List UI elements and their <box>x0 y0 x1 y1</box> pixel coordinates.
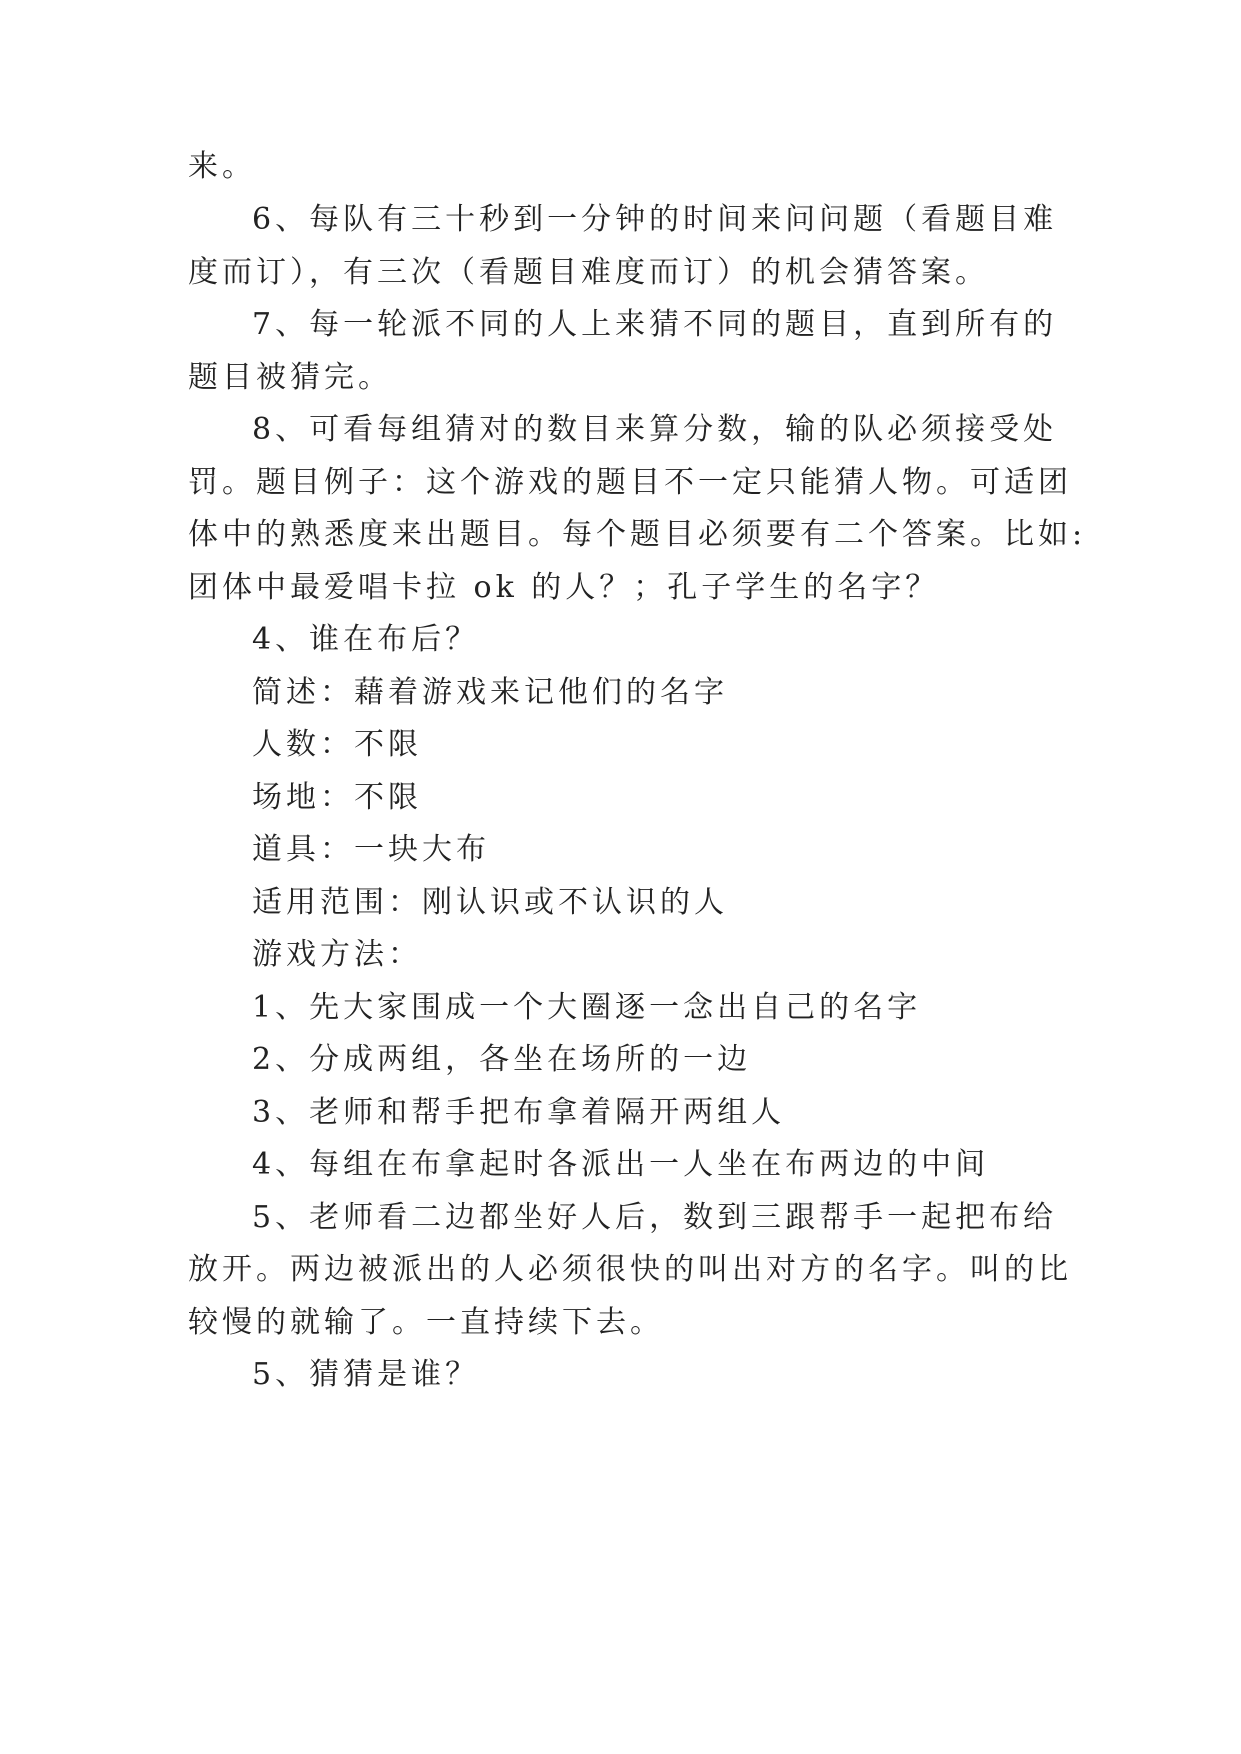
section-heading: 5、猜猜是谁？ <box>252 1357 480 1392</box>
list-item: 5、老师看二边都坐好人后，数到三跟帮手一起把布给 <box>252 1200 1058 1235</box>
text-line: 体中的熟悉度来出题目。每个题目必须要有二个答案。比如: <box>188 517 1087 552</box>
info-line: 道具：一块大布 <box>252 832 490 867</box>
text-line: 罚。题目例子：这个游戏的题目不一定只能猜人物。可适团 <box>188 465 1072 500</box>
info-line: 游戏方法： <box>252 937 422 972</box>
list-item: 4、每组在布拿起时各派出一人坐在布两边的中间 <box>252 1147 990 1182</box>
text-line: 度而订），有三次（看题目难度而订）的机会猜答案。 <box>188 255 989 290</box>
info-line: 场地：不限 <box>252 780 422 815</box>
info-line: 简述：藉着游戏来记他们的名字 <box>252 675 728 710</box>
info-line: 人数：不限 <box>252 727 422 762</box>
text-line: 较慢的就输了。一直持续下去。 <box>188 1305 664 1340</box>
section-heading: 4、谁在布后？ <box>252 622 480 657</box>
text-line: 题目被猜完。 <box>188 360 392 395</box>
list-item: 1、先大家围成一个大圈逐一念出自己的名字 <box>252 990 922 1025</box>
text-line: 来。 <box>188 149 256 184</box>
paragraph-line: 6、每队有三十秒到一分钟的时间来问问题（看题目难 <box>252 202 1058 237</box>
text-line: 团体中最爱唱卡拉 ok 的人？；孔子学生的名字？ <box>188 570 940 605</box>
list-item: 2、分成两组，各坐在场所的一边 <box>252 1042 752 1077</box>
list-item: 3、老师和帮手把布拿着隔开两组人 <box>252 1095 786 1130</box>
info-line: 适用范围：刚认识或不认识的人 <box>252 885 728 920</box>
text-line: 放开。两边被派出的人必须很快的叫出对方的名字。叫的比 <box>188 1252 1072 1287</box>
paragraph-line: 7、每一轮派不同的人上来猜不同的题目，直到所有的 <box>252 307 1058 342</box>
paragraph-line: 8、可看每组猜对的数目来算分数，输的队必须接受处 <box>252 412 1058 447</box>
